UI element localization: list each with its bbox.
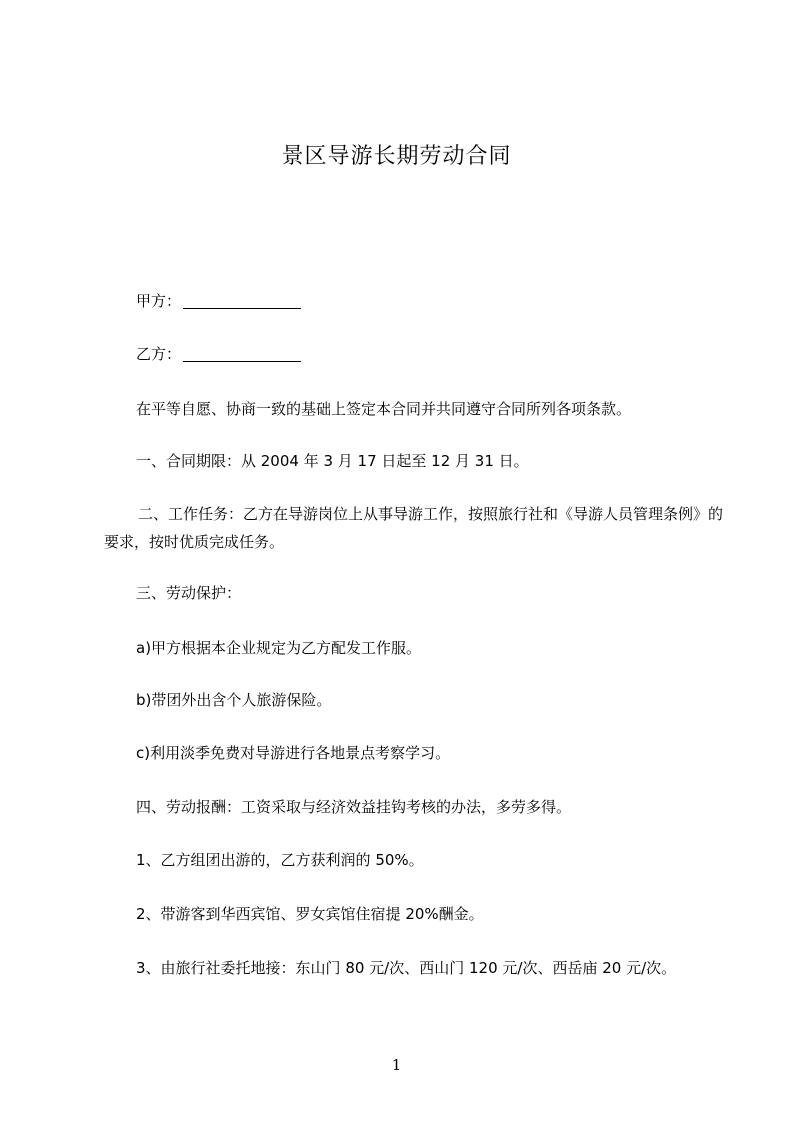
clause-protection-b: b)带团外出含个人旅游保险。 [136, 691, 332, 709]
party-b-blank [183, 345, 301, 362]
clause-protection-heading: 三、劳动保护： [136, 584, 242, 602]
clause-pay-2: 2、带游客到华西宾馆、罗女宾馆住宿提 20%酬金。 [136, 905, 484, 923]
intro-paragraph: 在平等自愿、协商一致的基础上签定本合同并共同遵守合同所列各项条款。 [136, 400, 632, 418]
clause-pay-heading: 四、劳动报酬：工资采取与经济效益挂钩考核的办法，多劳多得。 [136, 798, 572, 816]
clause-tasks: 二、工作任务：乙方在导游岗位上从事导游工作，按照旅行社和《导游人员管理条例》的要求，按时优质完成任务。 [104, 505, 724, 551]
clause-protection-c: c)利用淡季免费对导游进行各地景点考察学习。 [136, 744, 451, 762]
clause-term: 一、合同期限：从 2004 年 3 月 17 日起至 12 月 31 日。 [136, 452, 529, 470]
document-title: 景区导游长期劳动合同 [281, 144, 512, 169]
clause-protection-a: a)甲方根据本企业规定为乙方配发工作服。 [136, 639, 422, 657]
party-b-line [136, 340, 726, 368]
party-a-blank [183, 292, 301, 309]
page-number: 1 [391, 1056, 402, 1074]
clause-pay-1: 1、乙方组团出游的，乙方获利润的 50%。 [136, 851, 424, 869]
party-a-label: 甲方： [136, 292, 182, 310]
clause-pay-3: 3、由旅行社委托地接：东山门 80 元/次、西山门 120 元/次、西岳庙 20 元/次。 [136, 959, 677, 977]
party-a-line [136, 287, 726, 315]
party-b-label: 乙方： [136, 345, 182, 363]
